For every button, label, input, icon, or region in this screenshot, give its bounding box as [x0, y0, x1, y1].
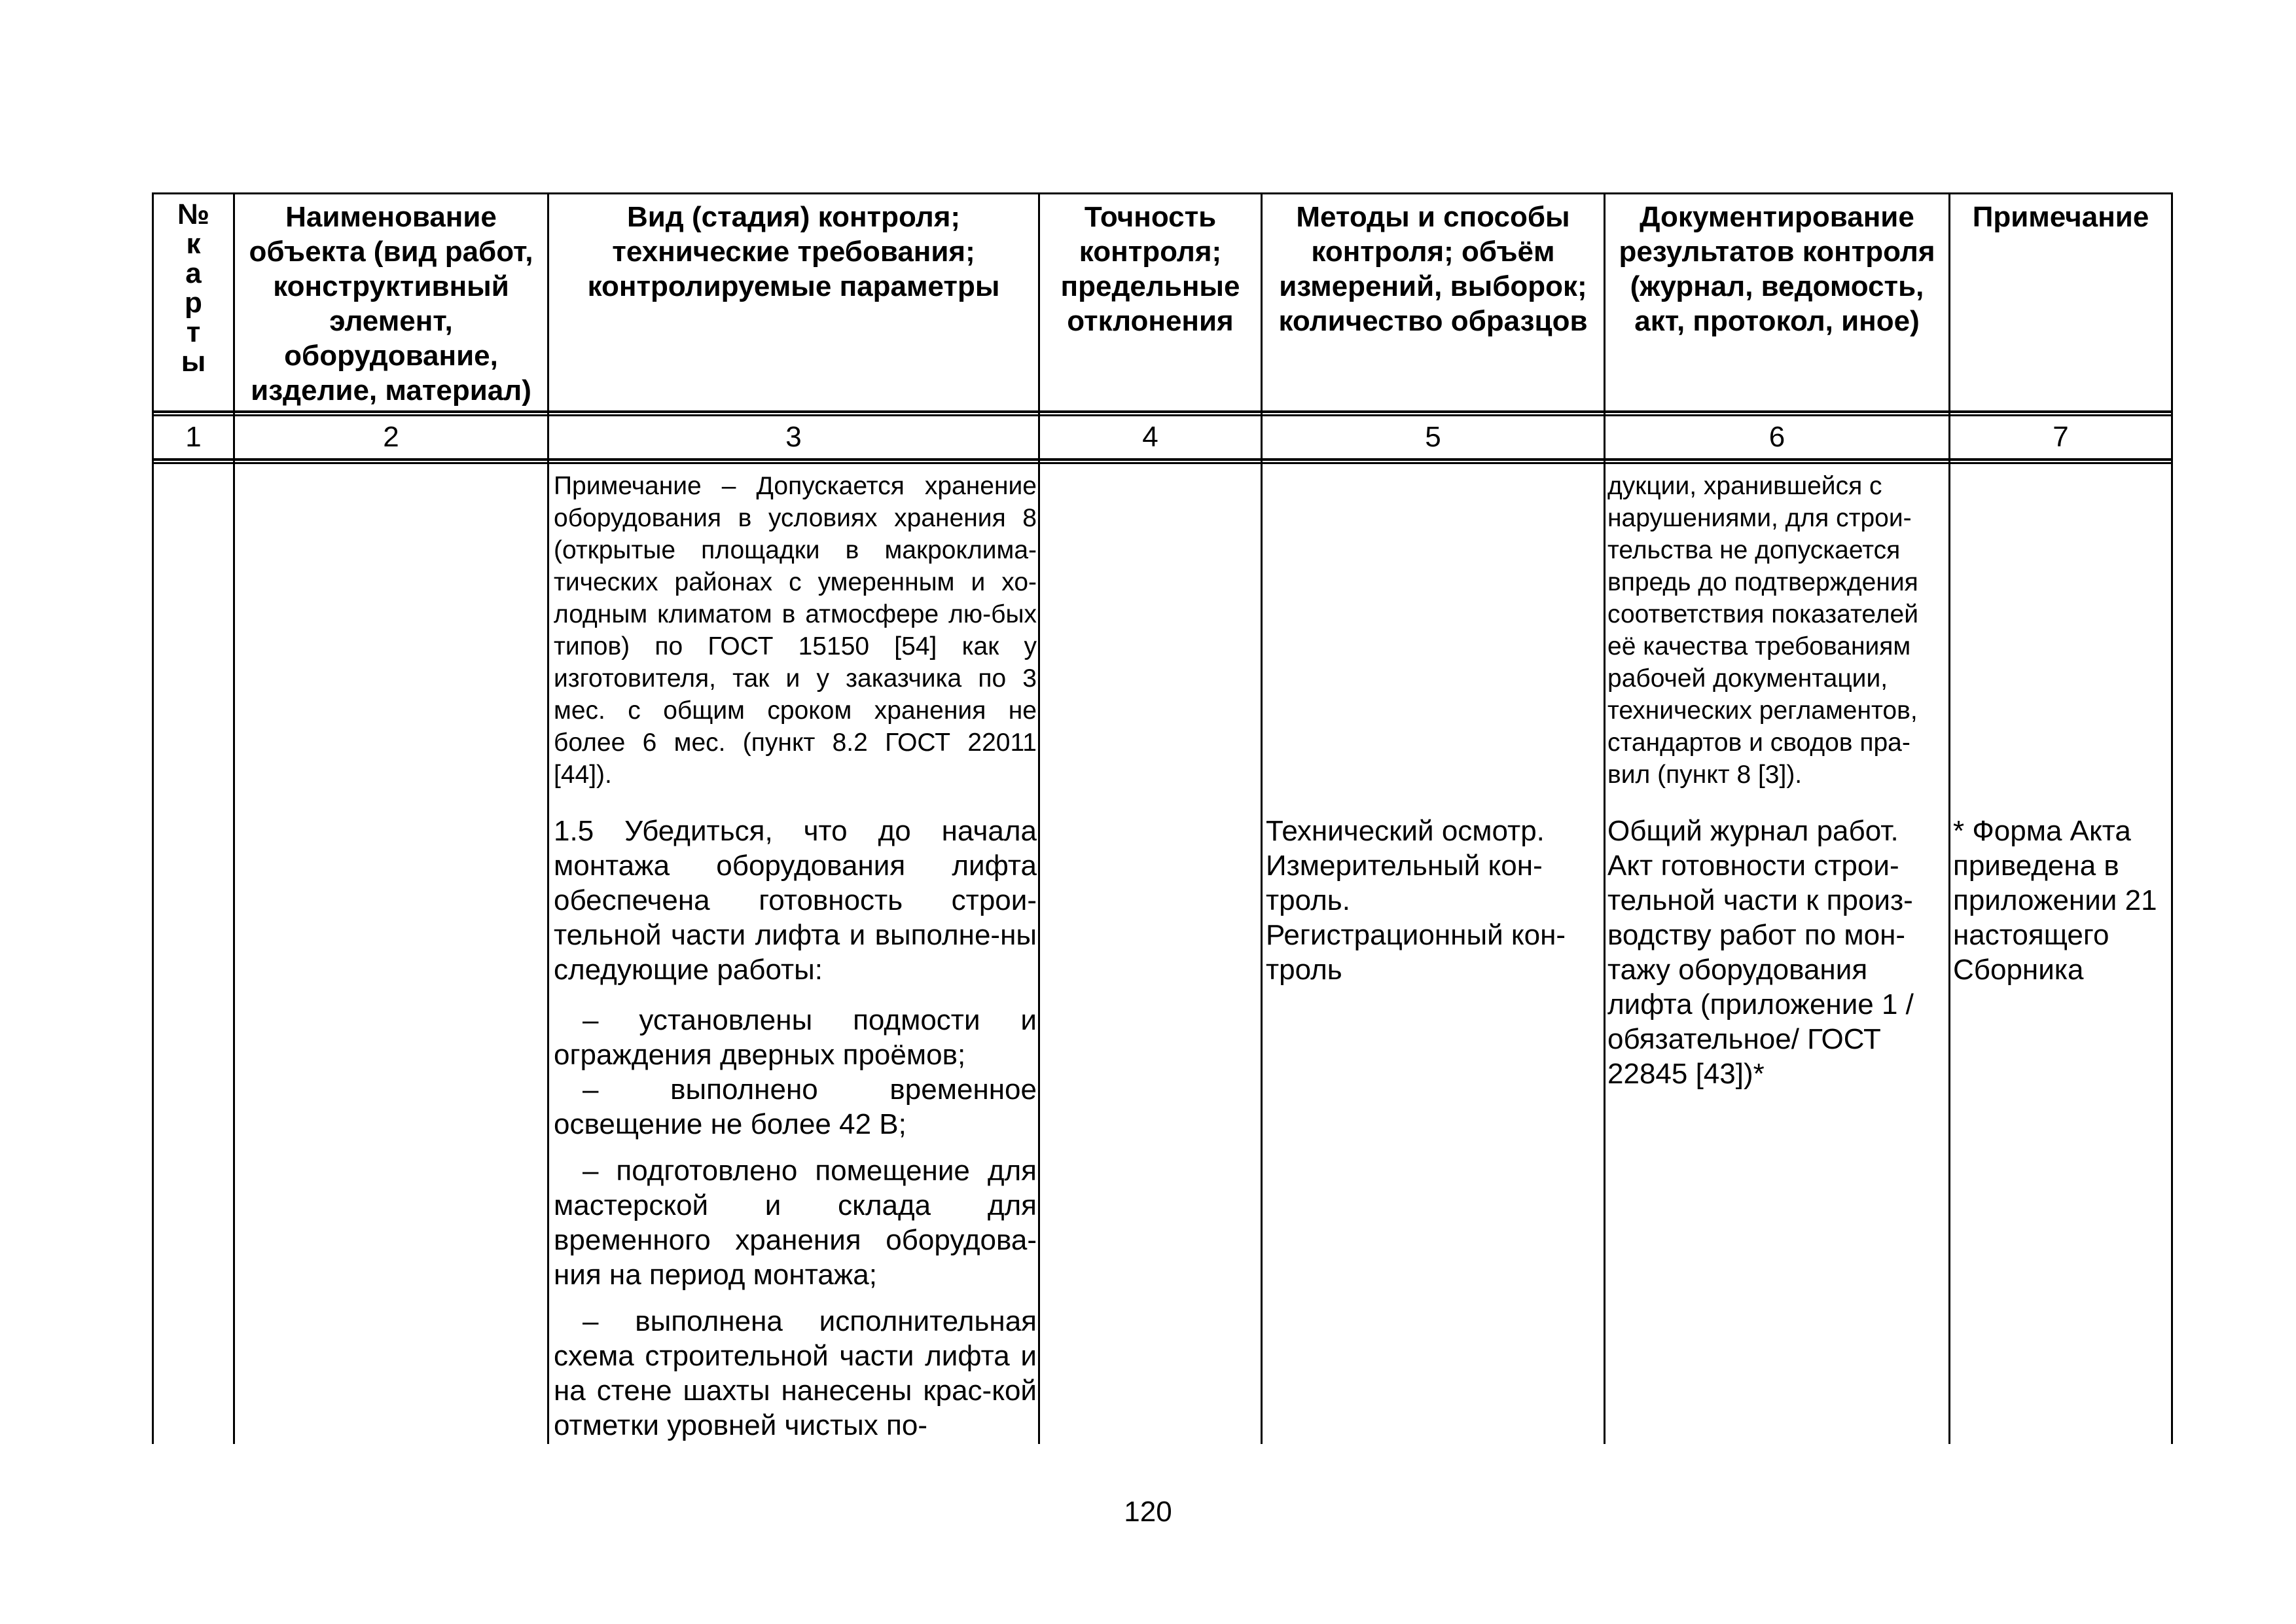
requirement-bullet-lighting: – выполнено временное освещение не более 42 В;	[554, 1074, 1037, 1140]
column-number-1: 1	[185, 421, 202, 453]
header-divider-line-1	[152, 410, 2173, 413]
doc-readiness-act: Акт готовности строи-тельной части к произ-водству работ по мон-тажу оборудования лифта (приложение 1 /обязательное/ ГОСТ 22845 [43])*	[1607, 850, 1914, 1090]
header-control-type: Вид (стадия) контроля; технические требования; контролируемые параметры	[587, 201, 1000, 302]
column-number-5: 5	[1425, 421, 1441, 453]
requirement-bullet-as-built-scheme: – выполнена исполнительная схема строительной части лифта и на стене шахты нанесены крас-кой отметки уровней чистых по-	[554, 1305, 1037, 1441]
header-control-accuracy: Точность контроля; предельные отклонения	[1060, 201, 1240, 337]
documentation-cell	[1607, 814, 1935, 1091]
method-registration-control: Регистрационный кон-троль	[1266, 919, 1566, 986]
method-visual-inspection: Технический осмотр.	[1266, 815, 1545, 847]
storage-note-paragraph: Примечание – Допускается хранение оборудования в условиях хранения 8 (открытые площадки в макроклима-тических районах с умеренным и хо-лодным климатом в атмосфере лю-бых типов) по ГОСТ 15150 [54] как у изготовителя, так и у заказчика по 3 мес. с общим сроком хранения не более 6 мес. (пункт 8.2 ГОСТ 22011 [44]).	[554, 472, 1037, 789]
column-number-3: 3	[785, 421, 802, 453]
documentation-continuation: дукции, хранившейся с нарушениями, для строи-тельства не допускается впредь до подтверждения соответствия показателей её качества требованиям рабочей документации, технических регламентов, стандартов и сводов пра-вил (пункт 8 [3]).	[1607, 472, 1918, 789]
control-requirements-list	[554, 814, 1037, 1443]
column-number-7: 7	[2053, 421, 2069, 453]
doc-general-work-log: Общий журнал работ.	[1607, 815, 1899, 847]
table-border-top	[152, 192, 2173, 194]
number-row-divider-2	[152, 462, 2173, 464]
requirement-item-1-5: 1.5 Убедиться, что до начала монтажа оборудования лифта обеспечена готовность строи-тельной части лифта и выполне-ны следующие работы:	[554, 815, 1037, 986]
column-number-6: 6	[1768, 421, 1785, 453]
control-methods-cell	[1266, 814, 1573, 987]
header-control-methods: Методы и способы контроля; объём измерений, выборок; количество образцов	[1278, 201, 1588, 337]
header-note: Примечание	[1972, 201, 2149, 233]
header-documentation: Документирование результатов контроля (журнал, ведомость, акт, протокол, иное)	[1619, 201, 1935, 337]
column-number-4: 4	[1142, 421, 1158, 453]
header-object-name: Наименование объекта (вид работ, конструктивный элемент, оборудование, изделие, материал)	[249, 201, 533, 406]
requirement-bullet-scaffolding: – установлены подмости и ограждения дверных проёмов;	[554, 1004, 1037, 1071]
column-line-7	[2171, 192, 2173, 1444]
header-card-number: № к а р т ы	[177, 198, 210, 378]
number-row-divider-1	[152, 458, 2173, 461]
method-measurement-control: Измерительный кон-троль.	[1266, 850, 1543, 916]
page-number: 120	[1124, 1496, 1172, 1528]
column-number-2: 2	[383, 421, 399, 453]
requirement-bullet-workshop: – подготовлено помещение для мастерской и склада для временного хранения оборудова-ния на период монтажа;	[554, 1155, 1037, 1291]
note-act-form: * Форма Акта приведена в приложении 21 настоящего Сборника	[1953, 815, 2157, 986]
header-divider-line-2	[152, 414, 2173, 416]
